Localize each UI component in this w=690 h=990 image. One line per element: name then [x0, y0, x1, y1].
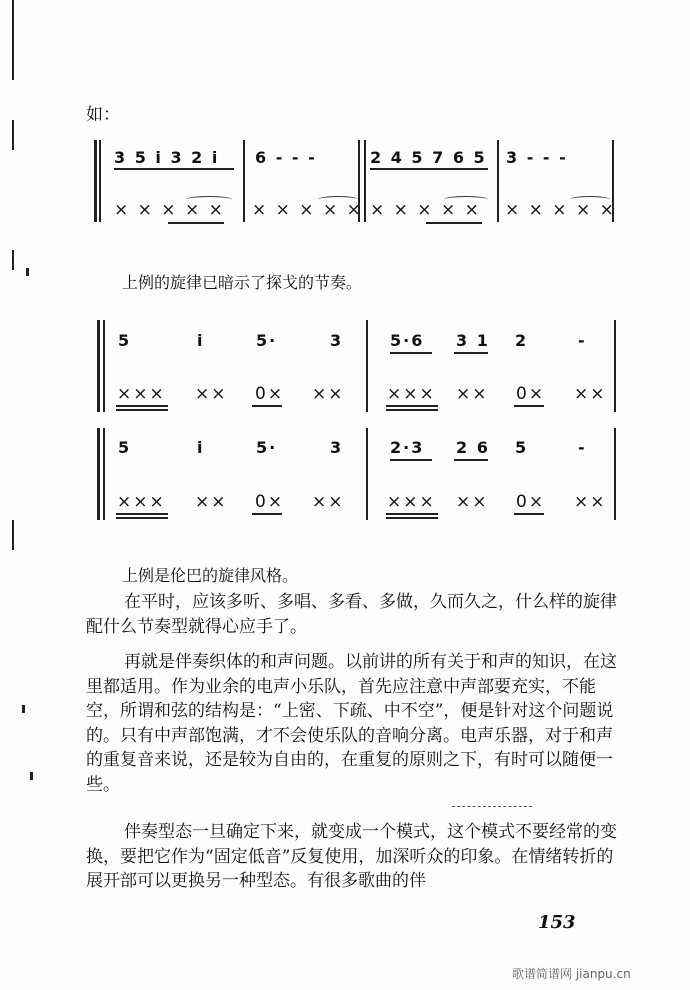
- beam: [390, 352, 432, 354]
- system-bracket: [103, 428, 105, 520]
- rhythm-group: ×××: [387, 384, 436, 404]
- body-paragraph: 伴奏型态一旦确定下来，就变成一个模式，这个模式不要经常的变换，要把它作为“固定低音”反复使用，加深听众的印象。在情绪转折的展开部可以更换另一种型态。有很多歌曲的伴: [86, 822, 617, 892]
- caption-tango: 上例的旋律已暗示了探戈的节奏。: [122, 273, 363, 292]
- rhythm-group: 0×: [516, 384, 546, 404]
- stray-dashes: [452, 806, 532, 808]
- melody-note: i: [197, 438, 205, 457]
- margin-mark: [12, 250, 14, 270]
- tie: [570, 196, 610, 203]
- rhythm-group: ××: [574, 384, 607, 404]
- melody-measure: 2 4 5 7 6 5: [370, 148, 487, 167]
- beam: [454, 352, 488, 354]
- body-paragraph: 再就是伴奏织体的和声问题。以前讲的所有关于和声的知识，在这里都适用。作为业余的电声小乐队，首先应注意中声部要充实，不能空，所谓和弦的结构是：“上密、下疏、中不空”，便是针对这个问题说的。只有中声部饱满，才不会使乐队的音响分离。电声乐器，对于和声的重复音来说，还是较为自由的，在重复的原则之下，有时可以随便一些。: [86, 652, 617, 795]
- beam: [386, 409, 438, 411]
- margin-mark: [30, 772, 33, 780]
- melody-measure: 3 5 i 3 2 i: [114, 148, 220, 167]
- beam: [426, 222, 482, 224]
- rhythm-group: 0×: [255, 492, 285, 512]
- rhythm-group: ××: [456, 384, 489, 404]
- melody-note: 5: [118, 331, 132, 350]
- margin-mark: [22, 705, 25, 713]
- system-bracket: [94, 140, 97, 222]
- rhythm-group: ×××: [387, 492, 436, 512]
- tie: [318, 196, 358, 203]
- system-bracket: [99, 140, 101, 222]
- tie: [444, 196, 488, 203]
- melody-note: 5: [118, 438, 132, 457]
- rhythm-group: ×××: [117, 492, 166, 512]
- melody-note: 2·3: [390, 438, 425, 457]
- beam: [514, 513, 544, 515]
- rhythm-group: ××: [195, 384, 228, 404]
- barline: [366, 428, 368, 520]
- rhythm-measure: × × × × ×: [505, 200, 616, 220]
- system-bracket: [97, 320, 100, 412]
- beam: [116, 517, 168, 519]
- beam: [168, 222, 224, 224]
- beam: [386, 517, 438, 519]
- barline: [614, 428, 616, 520]
- melody-note: -: [578, 331, 587, 350]
- melody-note: 5: [515, 438, 529, 457]
- beam: [514, 405, 544, 407]
- watermark: 歌谱简谱网 jianpu.cn: [512, 967, 631, 981]
- rhythm-group: ×××: [117, 384, 166, 404]
- margin-mark: [12, 0, 14, 80]
- page-number: 153: [538, 912, 576, 933]
- beam: [386, 513, 438, 515]
- barline: [364, 140, 366, 222]
- beam: [386, 405, 438, 407]
- system-bracket: [97, 428, 100, 520]
- rhythm-measure: × × × × ×: [370, 200, 481, 220]
- melody-note: 3 1: [456, 331, 490, 350]
- beam: [252, 405, 282, 407]
- melody-note: 3: [330, 331, 344, 350]
- barline: [243, 140, 245, 222]
- rhythm-measure: × × × × ×: [114, 200, 225, 220]
- rhythm-group: ××: [574, 492, 607, 512]
- melody-note: 5·: [256, 331, 278, 350]
- barline: [614, 320, 616, 412]
- intro-label: 如：: [86, 105, 120, 125]
- melody-note: 2: [515, 331, 529, 350]
- melody-measure: 6 - - -: [255, 148, 317, 167]
- melody-note: i: [197, 331, 205, 350]
- melody-note: 2 6: [456, 438, 490, 457]
- beam: [116, 513, 168, 515]
- melody-note: 5·: [256, 438, 278, 457]
- body-paragraph: 在平时，应该多听、多唱、多看、多做，久而久之，什么样的旋律配什么节奏型就得心应手了。: [86, 592, 617, 637]
- barline: [497, 140, 499, 222]
- system-bracket: [103, 320, 105, 412]
- caption-rumba: 上例是伦巴的旋律风格。: [122, 566, 299, 585]
- margin-mark: [12, 520, 14, 550]
- margin-mark: [12, 120, 14, 150]
- beam: [252, 513, 282, 515]
- melody-measure: 3 - - -: [506, 148, 568, 167]
- melody-note: 5·6: [390, 331, 425, 350]
- beam: [116, 405, 168, 407]
- beam: [114, 168, 234, 170]
- margin-mark: [26, 268, 29, 276]
- rhythm-group: ××: [456, 492, 489, 512]
- rhythm-group: ××: [312, 384, 345, 404]
- melody-note: -: [578, 438, 587, 457]
- beam: [454, 459, 488, 461]
- barline: [366, 320, 368, 412]
- rhythm-group: ××: [312, 492, 345, 512]
- rhythm-group: ××: [195, 492, 228, 512]
- beam: [370, 168, 488, 170]
- rhythm-group: 0×: [516, 492, 546, 512]
- tie: [186, 196, 232, 203]
- beam: [116, 409, 168, 411]
- rhythm-group: 0×: [255, 384, 285, 404]
- rhythm-measure: × × × × ×: [252, 200, 363, 220]
- beam: [390, 459, 432, 461]
- melody-note: 3: [330, 438, 344, 457]
